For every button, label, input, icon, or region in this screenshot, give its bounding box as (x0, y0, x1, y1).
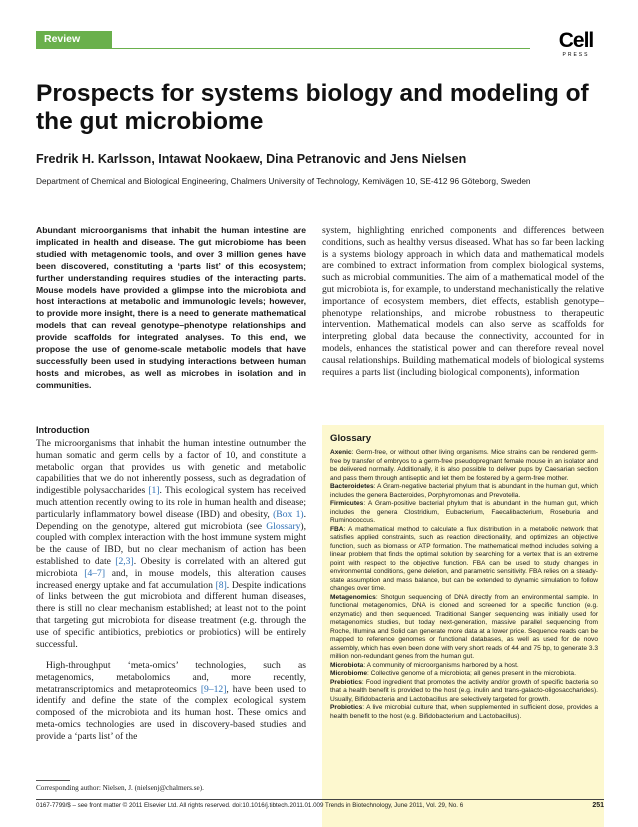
right-column-text: system, highlighting enriched components and differences between conditions, such as healthy versus diseased. What has so far been lacking is a systems biology approach in which data and mathematical models are combined to extract information from complex biological systems, such as microbial communities. The aim of a mathematical model of the gut microbiota is, for example, to understand mechanistically the relative importance of ecosystem members, diet effects, establish genotype–phenotype relationships, and microbe robustness to therapeutic intervention. Mathematical models can also serve as scaffolds for interpreting global data because the connectivity, accounted for in models, enhances the statistical power and can therefore reveal novel causal relationships. Building mathematical models of biological systems requires a parts list (including biological components), information (322, 225, 604, 378)
glossary-term: Microbiota (330, 661, 364, 669)
glossary-entry: Axenic: Germ-free, or without other living organisms. Mice strains can be rendered germ-free by transfer of embryos to a germ-free pseudopregnant female mouse in an isolator and be delivered normally. Additionally, it is also possible to deliver pups by Caesarian section and pass them through antiseptic and let them be fostered by a germ-free mother. (330, 449, 598, 482)
logo-main: Cell (558, 29, 594, 52)
glossary-entry: Probiotics: A live microbial culture that, when supplemented in sufficient dose, provides a health benefit to the host (e.g. Bifidobacterium and Lactobacillus). (330, 704, 598, 720)
corresponding-author-note: Corresponding author: Nielsen, J. (nielsenj@chalmers.se). (36, 784, 204, 792)
glossary-term: FBA (330, 525, 344, 533)
footnote-rule (36, 780, 70, 781)
intro-paragraph-2: High-throughput ‘meta-omics’ technologies, such as metagenomics, metabolomics and, more recently, metatranscriptomics and metaproteomics [9–12], have been used to identify and define the state of the complex ecological system composed of the microbiota and its human host. These omics and meta-omics technologies are used in discovery-based studies and provide a ‘parts list’ of the (36, 660, 306, 742)
citation-link[interactable]: [8] (215, 579, 227, 591)
glossary-entry: FBA: A mathematical method to calculate a flux distribution in a metabolic network that satisfies applied constraints, such as reaction directionality, and optimizes an objective function, such as biomass or ATP formation. The mathematical method includes solving a linear problem that finds the optimal solution by searching for a vertex that is an extreme point with respect to the objective function. FBA can be used to study changes in environmental conditions, gene deletion, and parametric sensitivity. FBA relies on a steady-state assumption and mass balance, but can be extended to dynamic simulation to follow changes over time. (330, 525, 598, 592)
intro-paragraph-1: The microorganisms that inhabit the human intestine outnumber the human somatic and germ cells by a factor of 10, and constitute a metabolic organ that provides us with genetic and metabolic capabilities that we do not inherently possess, such as degradation of indigestible polysaccharides [1]. This ecological system has received much attention recently owing to its role in human health and disease; particularly inflammatory bowel disease (IBD) and obesity, (Box 1). Depending on the genotype, altered gut microbiota (see Glossary), coupled with complex interaction with the host immune system might be the cause of IBD, but no clear mechanism of action has been established to date [2,3]. Obesity is correlated with an altered gut microbiota [4–7] and, in mouse models, this alteration causes increased energy uptake and fat accumulation [8]. Despite indications of links between the gut microbiota and different human diseases, there is still no clear mechanism established; at least not to the point that targeting gut microbiota for disease treatment (e.g. through the use of specific antibiotics, prebiotics or probiotics) will be entirely successful. (36, 438, 307, 650)
glossary-term: Microbiome (330, 670, 368, 677)
glossary-title: Glossary (330, 433, 372, 444)
page-footer (36, 802, 604, 810)
glossary-term: Firmicutes (330, 500, 364, 507)
page-number: 251 (592, 802, 604, 809)
citation-link[interactable]: [4–7] (84, 567, 106, 579)
abstract: Abundant microorganisms that inhabit the human intestine are implicated in health and disease. The gut microbiome has been studied with metagenomic tools, and over 3 million genes have been discovered, constituting a ‘parts list’ of this ecosystem; further understanding requires studies of the interacting parts. Mouse models have provided a glimpse into the microbiota and host interactions at metabolic and immunologic levels; however, to provide more insight, there is a need to generate mathematical models that can reveal genotype–phenotype relationships and provide scaffolds for integrated analyses. To this end, we propose the use of genome-scale metabolic models that have successfully been used in studying interactions between human hosts and microbes, as well as microbes in isolation and in communities. (36, 225, 306, 390)
footer-rule (36, 799, 604, 800)
affiliation: Department of Chemical and Biological Engineering, Chalmers University of Technology, Kemivägen 10, SE-412 96 Göteborg, Sweden (36, 176, 531, 186)
glossary-term: Metagenomics (330, 593, 376, 601)
glossary-term: Probiotics (330, 704, 363, 711)
glossary-entry: Metagenomics: Shotgun sequencing of DNA directly from an environmental sample. In functional metagenomics, DNA is cloned and screened for a specific function (e.g. enzymatic) and then sequenced. Traditional Sanger sequencing was initially used for metagenomics studies, but today next-generation, massive parallel sequencing from Roche, Illumina and Solid can generate more data at a lower price. Sequence reads can be mapped to reference genomes or functional databases, as well as used for de novo assembly, which has even been done with very short reads of 44 and 75 bp, to generate 3.3 million non-redundant genes from the human gut. (330, 593, 598, 660)
glossary-term: Axenic (330, 449, 352, 456)
box-link[interactable]: (Box 1) (273, 508, 304, 520)
glossary-link[interactable]: Glossary (266, 520, 301, 532)
citation-link[interactable]: [2,3] (115, 555, 134, 567)
citation-link[interactable]: [1] (148, 485, 160, 497)
section-heading-introduction: Introduction (36, 425, 90, 435)
glossary-term: Bacteroidetes (330, 483, 374, 490)
glossary-entries (330, 449, 598, 721)
glossary-entry: Firmicutes: A Gram-positive bacterial phylum that is abundant in the human gut, which includes the genera Clostridium, Eubacterium, Faecalibacterium, Roseburia and Ruminococcus. (330, 500, 598, 524)
logo-sub: PRESS (562, 52, 590, 58)
author-list: Fredrik H. Karlsson, Intawat Nookaew, Dina Petranovic and Jens Nielsen (36, 152, 467, 166)
glossary-entry: Prebiotics: Food ingredient that promotes the activity and/or growth of specific bacteria so that a health benefit is provided to the host (e.g. inulin and trans-galacto-oligosaccharides). Usually, Bifidobacteria and Lactobacillus are selectively targeted for growth. (330, 678, 598, 703)
article-title: Prospects for systems biology and modeling of the gut microbiome (36, 80, 589, 135)
footer-citation: 0167-7799/$ – see front matter © 2011 Elsevier Ltd. All rights reserved. doi:10.1016/j.tibtech.2011.01.009 Trends in Biotechnology, June 2011, Vol. 29, No. 6 (36, 802, 464, 809)
glossary-entry: Bacteroidetes: A Gram-negative bacterial phylum that is abundant in the human gut, which includes the genera Bacteroides, Porphyromonas and Prevotella. (330, 483, 598, 499)
citation-link[interactable]: [9–12] (200, 683, 227, 695)
glossary-entry: Microbiome: Collective genome of a microbiota; all genes present in the microbiota. (330, 670, 576, 677)
header-rule (36, 48, 530, 49)
glossary-term: Prebiotics (330, 678, 362, 686)
glossary-box (322, 425, 604, 827)
section-tag: Review (36, 31, 112, 48)
glossary-entry: Microbiota: A community of microorganisms harbored by a host. (330, 661, 519, 669)
publisher-logo (548, 30, 604, 58)
